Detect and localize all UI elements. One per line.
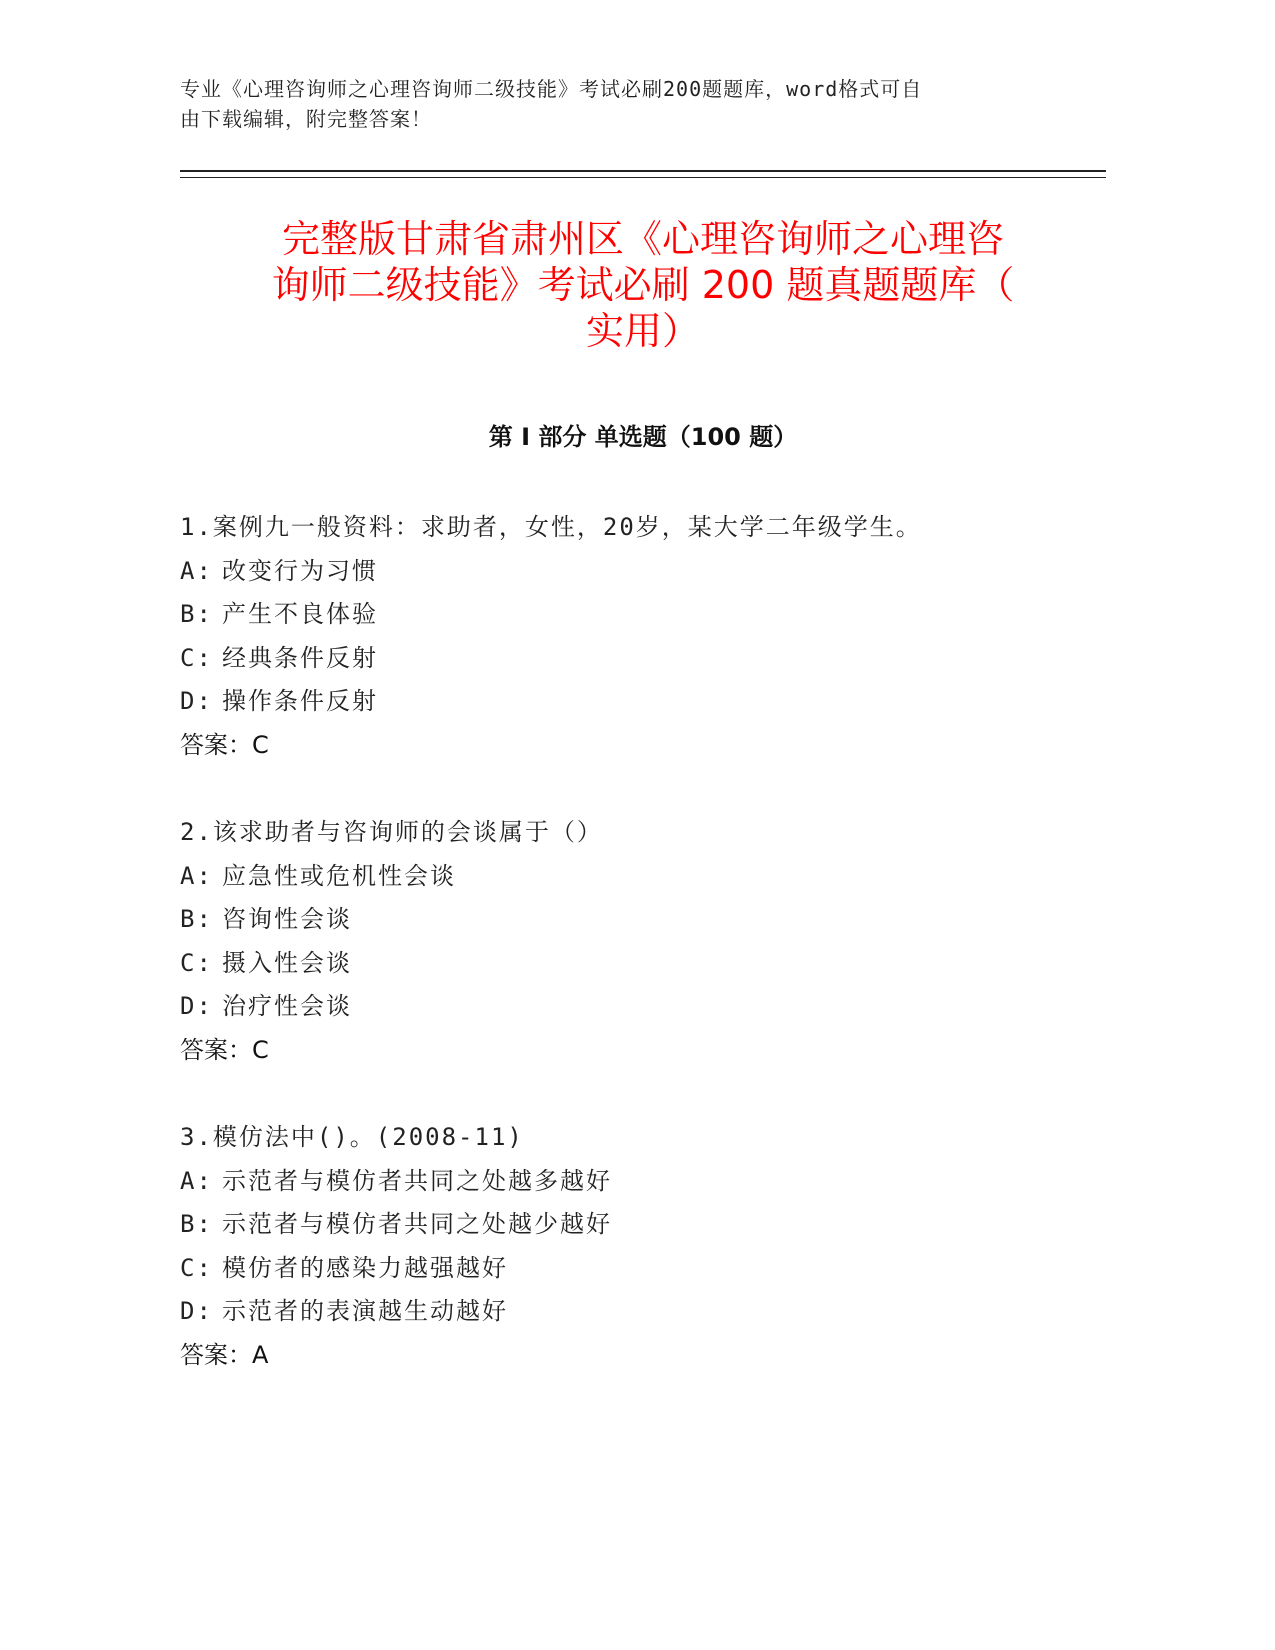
- option-text: 改变行为习惯: [222, 556, 378, 585]
- question-1: [180, 506, 1106, 767]
- option-letter: A:: [180, 861, 213, 890]
- question-stem: 2.该求助者与咨询师的会谈属于（）: [180, 818, 603, 846]
- header-divider-thin: [180, 177, 1106, 178]
- option-text: 产生不良体验: [222, 600, 378, 628]
- option-letter: C:: [180, 1253, 213, 1282]
- answer-line: [180, 724, 1106, 768]
- option-b: [180, 1203, 1106, 1247]
- answer-value: C: [252, 730, 269, 759]
- option-d: [180, 680, 1106, 724]
- option-a: [180, 855, 1106, 899]
- option-c: [180, 942, 1106, 986]
- answer-line: [180, 1029, 1106, 1073]
- question-2: [180, 811, 1106, 1072]
- header-note: 专业《心理咨询师之心理咨询师二级技能》考试必刷200题题库，word格式可自 由下载编辑，附完整答案！: [180, 77, 923, 131]
- option-letter: B:: [180, 600, 213, 628]
- document-title-line-2: 询师二级技能》考试必刷 200 题真题题库（: [271, 263, 1015, 307]
- option-a: [180, 1160, 1106, 1204]
- section-heading: 第 I 部分 单选题（100 题）: [488, 423, 798, 451]
- answer-value: A: [252, 1340, 269, 1369]
- option-letter: B:: [180, 1210, 213, 1238]
- document-title: [180, 216, 1106, 354]
- option-text: 示范者与模仿者共同之处越多越好: [222, 1166, 612, 1195]
- option-a: [180, 550, 1106, 594]
- option-text: 示范者与模仿者共同之处越少越好: [222, 1210, 612, 1238]
- option-b: [180, 593, 1106, 637]
- option-d: [180, 985, 1106, 1029]
- option-d: [180, 1290, 1106, 1334]
- option-c: [180, 637, 1106, 681]
- question-stem: 1.案例九一般资料：求助者，女性，20岁，某大学二年级学生。: [180, 513, 922, 541]
- option-letter: A:: [180, 556, 213, 585]
- option-b: [180, 898, 1106, 942]
- question-3: [180, 1116, 1106, 1377]
- option-text: 应急性或危机性会谈: [222, 861, 456, 890]
- option-text: 治疗性会谈: [222, 992, 352, 1020]
- header-divider-thick: [180, 170, 1106, 172]
- option-text: 示范者的表演越生动越好: [222, 1297, 508, 1325]
- option-text: 操作条件反射: [222, 687, 378, 715]
- question-stem: 3.模仿法中()。(2008-11): [180, 1123, 524, 1151]
- option-letter: D:: [180, 992, 213, 1020]
- answer-line: [180, 1334, 1106, 1378]
- answer-value: C: [252, 1035, 269, 1064]
- option-text: 摄入性会谈: [222, 948, 352, 977]
- option-c: [180, 1247, 1106, 1291]
- option-letter: B:: [180, 905, 213, 933]
- option-letter: A:: [180, 1166, 213, 1195]
- document-title-line-3: 实用）: [585, 309, 700, 353]
- option-text: 咨询性会谈: [222, 905, 352, 933]
- answer-label: 答案：: [180, 1035, 252, 1064]
- document-title-line-1: 完整版甘肃省肃州区《心理咨询师之心理咨: [281, 217, 1004, 261]
- option-letter: D:: [180, 687, 213, 715]
- option-text: 经典条件反射: [222, 643, 378, 672]
- answer-label: 答案：: [180, 730, 252, 759]
- option-letter: C:: [180, 948, 213, 977]
- option-letter: D:: [180, 1297, 213, 1325]
- option-letter: C:: [180, 643, 213, 672]
- answer-label: 答案：: [180, 1340, 252, 1369]
- option-text: 模仿者的感染力越强越好: [222, 1253, 508, 1282]
